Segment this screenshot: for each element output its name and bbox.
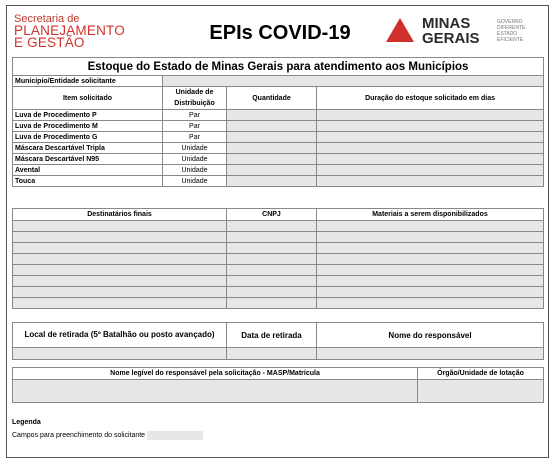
cnpj-field[interactable] (227, 287, 317, 298)
logo-line2: PLANEJAMENTO (14, 23, 125, 38)
col-unidade: Unidade de Distribuição (163, 87, 227, 110)
data-label: Data de retirada (227, 323, 317, 348)
duracao-field[interactable] (317, 132, 544, 143)
cnpj-field[interactable] (227, 254, 317, 265)
legend-text: Campos para preenchimento do solicitante (12, 432, 146, 439)
item-unit: Par (163, 132, 227, 143)
table-row (13, 276, 544, 287)
table-row (13, 232, 544, 243)
cnpj-field[interactable] (227, 232, 317, 243)
table-row (13, 348, 544, 360)
item-unit: Par (163, 121, 227, 132)
dest-field[interactable] (13, 287, 227, 298)
form-heading: Estoque do Estado de Minas Gerais para atendimento aos Municípios (13, 58, 544, 76)
main-form-table (12, 57, 544, 187)
nome-legivel-label: Nome legível do responsável pela solicitação - MASP/Matrícula (13, 368, 418, 380)
dest-field[interactable] (13, 254, 227, 265)
mg-tag2: DIFERENTE. (497, 25, 527, 31)
quantidade-field[interactable] (227, 143, 317, 154)
materiais-field[interactable] (317, 287, 544, 298)
dest-field[interactable] (13, 276, 227, 287)
dest-field[interactable] (13, 298, 227, 309)
item-row (13, 132, 544, 143)
dest-field[interactable] (13, 265, 227, 276)
item-name: Luva de Procedimento G (13, 132, 163, 143)
materiais-field[interactable] (317, 254, 544, 265)
item-unit: Unidade (163, 154, 227, 165)
table-row (13, 254, 544, 265)
cnpj-field[interactable] (227, 265, 317, 276)
cnpj-field[interactable] (227, 276, 317, 287)
nome-legivel-field[interactable] (13, 380, 418, 403)
item-unit: Unidade (163, 143, 227, 154)
destinatarios-table (12, 208, 544, 309)
legend (12, 419, 203, 440)
quantidade-field[interactable] (227, 165, 317, 176)
item-row (13, 143, 544, 154)
duracao-field[interactable] (317, 143, 544, 154)
legend-swatch (147, 431, 203, 440)
orgao-field[interactable] (418, 380, 544, 403)
materiais-field[interactable] (317, 232, 544, 243)
dest-field[interactable] (13, 221, 227, 232)
item-unit: Par (163, 110, 227, 121)
municipio-label: Município/Entidade solicitante (13, 76, 163, 87)
materiais-field[interactable] (317, 276, 544, 287)
mg-tag1: GOVERNO (497, 19, 523, 25)
table-row (13, 265, 544, 276)
quantidade-field[interactable] (227, 132, 317, 143)
duracao-field[interactable] (317, 154, 544, 165)
triangle-icon (386, 18, 414, 42)
page-title: EPIs COVID-19 (209, 22, 351, 44)
mg-tag3: ESTADO (497, 31, 518, 37)
item-name: Luva de Procedimento M (13, 121, 163, 132)
cnpj-field[interactable] (227, 243, 317, 254)
item-row (13, 121, 544, 132)
duracao-field[interactable] (317, 176, 544, 187)
materiais-field[interactable] (317, 243, 544, 254)
nome-resp-label: Nome do responsável (317, 323, 544, 348)
item-name: Luva de Procedimento P (13, 110, 163, 121)
logo-line3: E GESTÃO (14, 35, 85, 50)
duracao-field[interactable] (317, 165, 544, 176)
nome-resp-field[interactable] (317, 348, 544, 360)
item-name: Touca (13, 176, 163, 187)
legend-title: Legenda (12, 419, 41, 426)
mg-line2: GERAIS (422, 30, 480, 47)
item-unit: Unidade (163, 165, 227, 176)
table-row (13, 298, 544, 309)
item-row (13, 176, 544, 187)
item-name: Máscara Descartável N95 (13, 154, 163, 165)
duracao-field[interactable] (317, 110, 544, 121)
responsavel-table (12, 367, 544, 403)
cnpj-field[interactable] (227, 298, 317, 309)
dest-label: Destinatários finais (13, 209, 227, 221)
mg-tag4: EFICIENTE. (497, 37, 525, 43)
orgao-label: Órgão/Unidade de lotação (418, 368, 544, 380)
cnpj-label: CNPJ (227, 209, 317, 221)
logo-line1: Secretaria de (14, 13, 80, 25)
mg-line1: MINAS (422, 15, 471, 32)
col-quantidade: Quantidade (227, 87, 317, 110)
item-row (13, 110, 544, 121)
item-row (13, 165, 544, 176)
materiais-field[interactable] (317, 221, 544, 232)
quantidade-field[interactable] (227, 110, 317, 121)
col-duracao: Duração do estoque solicitado em dias (317, 87, 544, 110)
item-row (13, 154, 544, 165)
quantidade-field[interactable] (227, 154, 317, 165)
data-field[interactable] (227, 348, 317, 360)
item-name: Máscara Descartável Tripla (13, 143, 163, 154)
duracao-field[interactable] (317, 121, 544, 132)
table-row (13, 287, 544, 298)
table-row (13, 221, 544, 232)
materiais-field[interactable] (317, 265, 544, 276)
materiais-field[interactable] (317, 298, 544, 309)
dest-field[interactable] (13, 232, 227, 243)
secretaria-logo (14, 13, 125, 49)
local-label: Local de retirada (5º Batalhão ou posto avançado) (13, 323, 227, 348)
item-name: Avental (13, 165, 163, 176)
retirada-table (12, 322, 544, 360)
quantidade-field[interactable] (227, 176, 317, 187)
item-unit: Unidade (163, 176, 227, 187)
local-field[interactable] (13, 348, 227, 360)
table-row (13, 380, 544, 403)
quantidade-field[interactable] (227, 121, 317, 132)
dest-field[interactable] (13, 243, 227, 254)
cnpj-field[interactable] (227, 221, 317, 232)
materiais-label: Materiais a serem disponibilizados (317, 209, 544, 221)
col-item: Item solicitado (13, 87, 163, 110)
table-row (13, 243, 544, 254)
municipio-field[interactable] (163, 76, 544, 87)
